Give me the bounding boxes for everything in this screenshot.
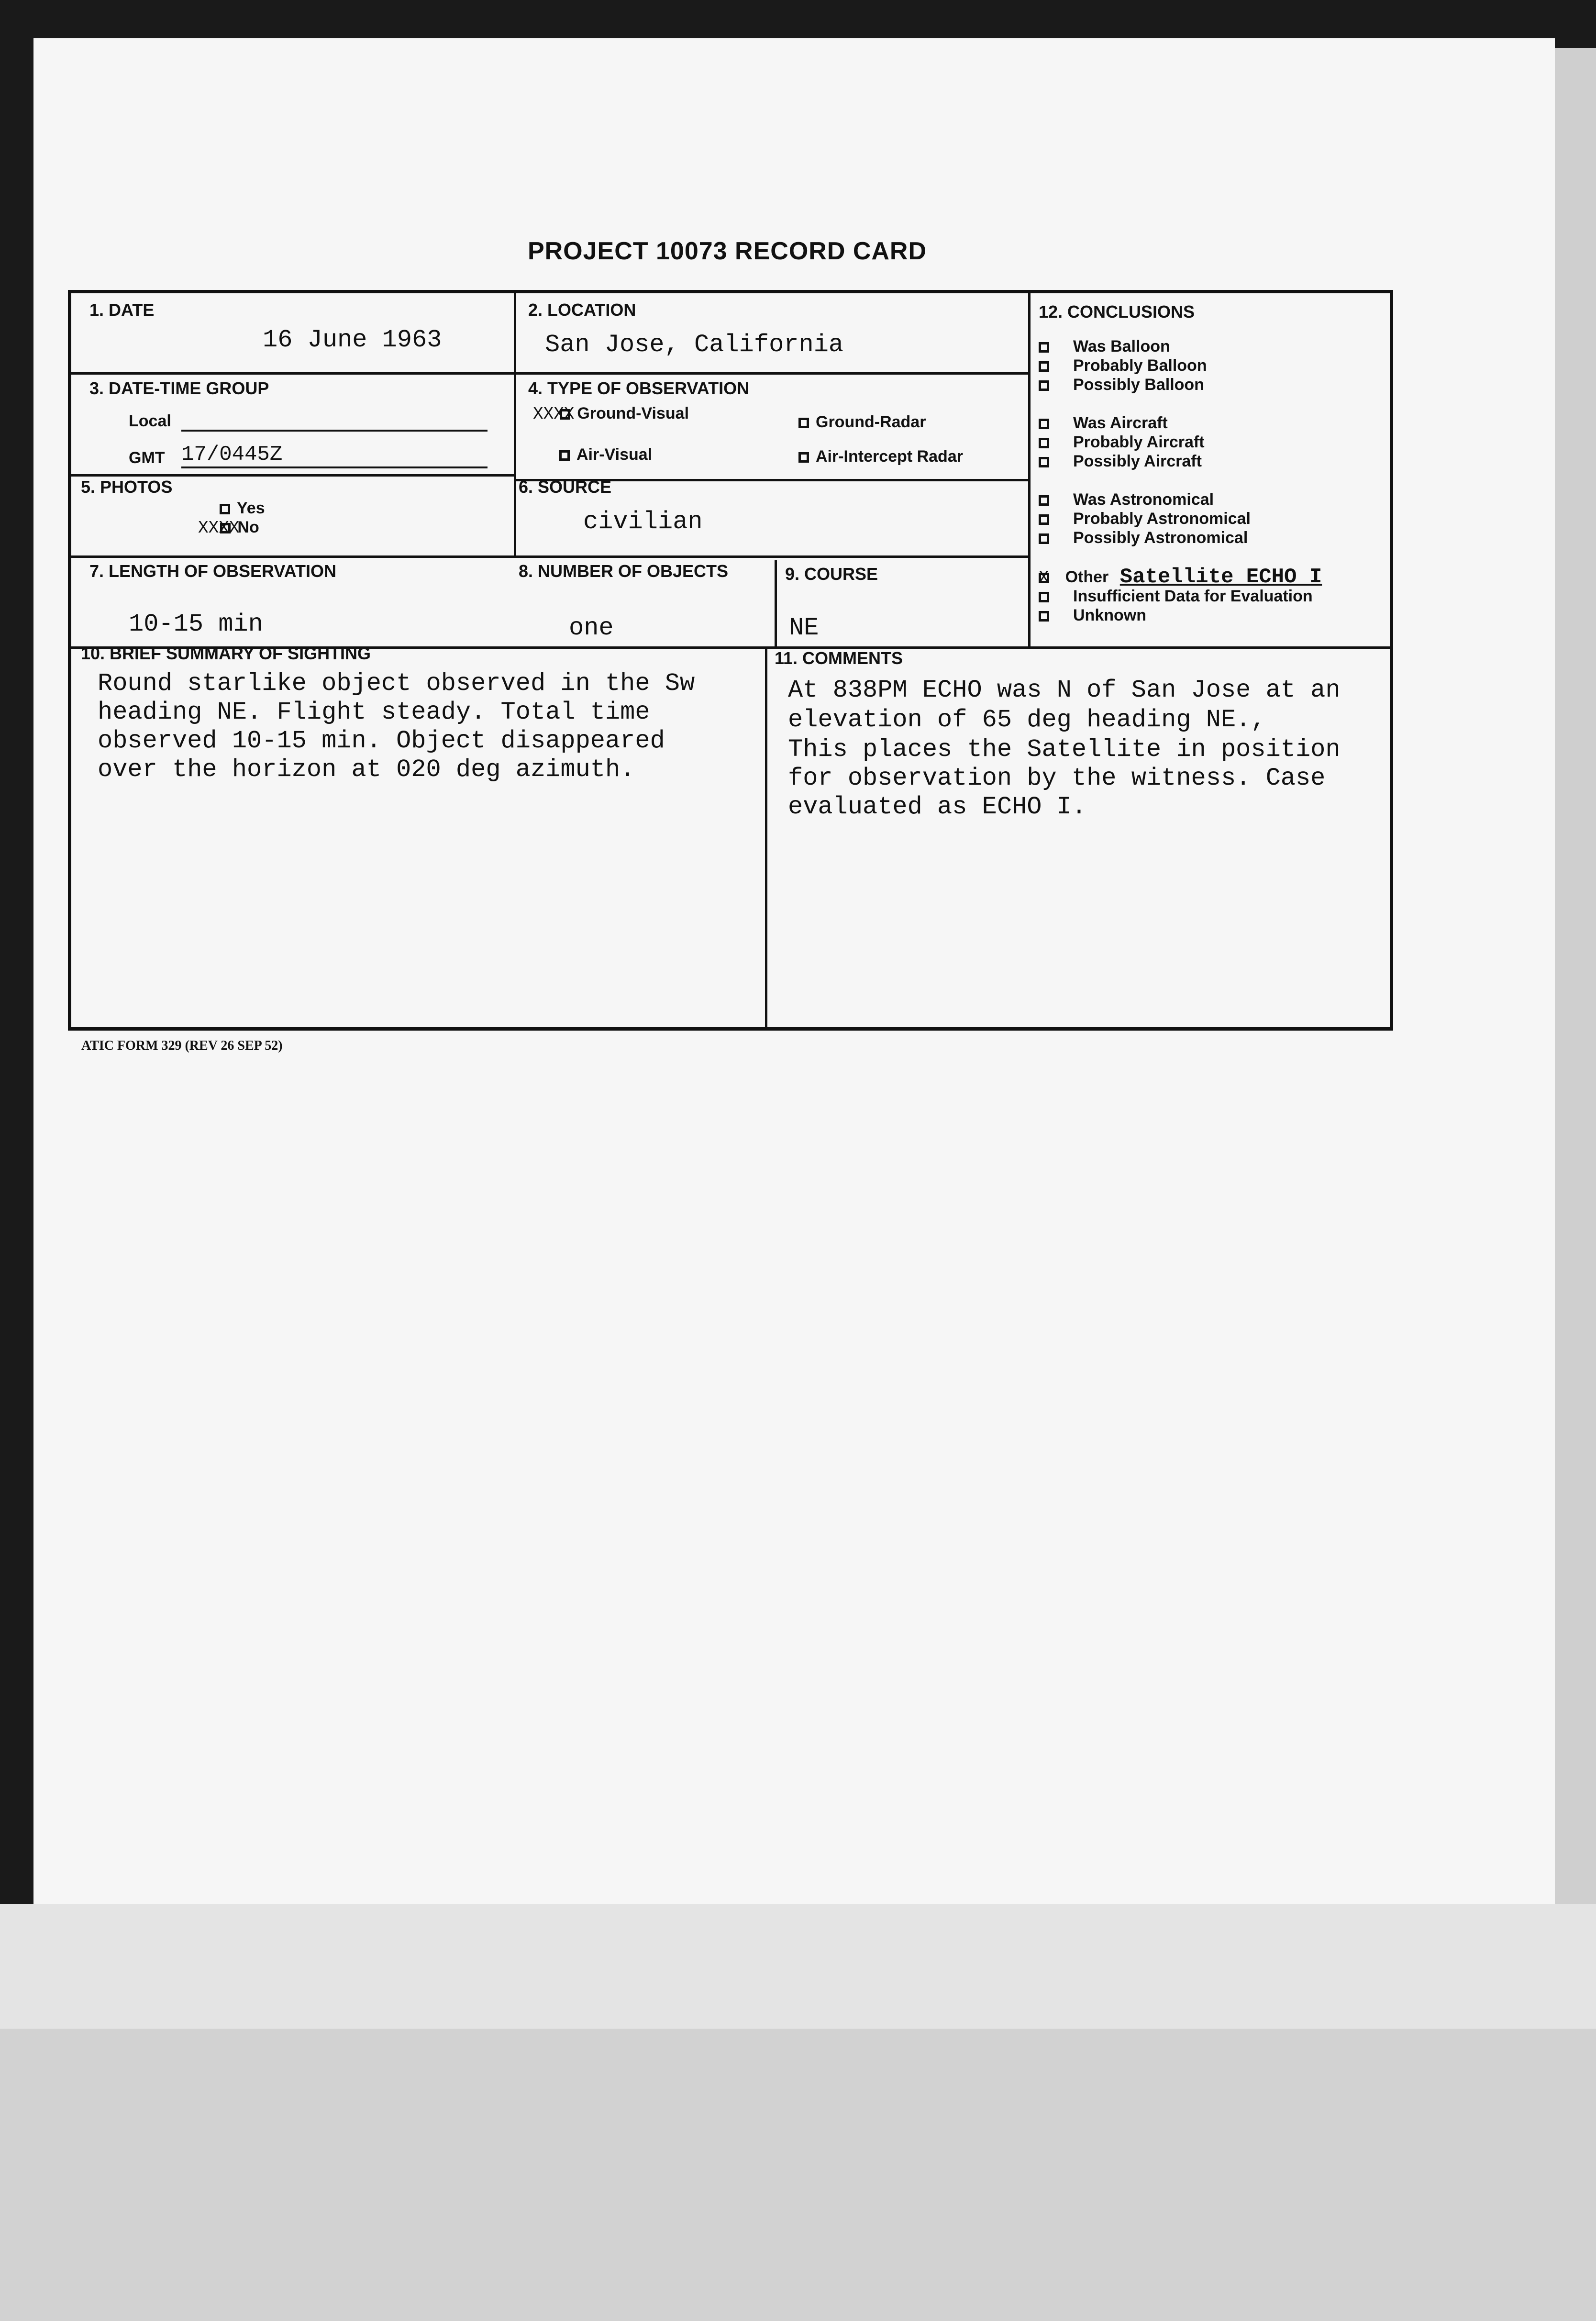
checkbox-icon <box>798 452 809 463</box>
objects-value: one <box>569 614 614 642</box>
comments-line: elevation of 65 deg heading NE., <box>788 706 1266 734</box>
location-value: San Jose, California <box>545 331 844 359</box>
checkbox-icon <box>798 418 809 428</box>
checkbox-icon <box>1039 457 1049 467</box>
lower-strip <box>0 1904 1596 2029</box>
conclusion-item: Unknown <box>1039 606 1146 625</box>
photos-no-marker: XXXX <box>198 518 240 538</box>
date-label: 1. DATE <box>89 300 155 320</box>
conclusion-item: Possibly Astronomical <box>1039 529 1248 547</box>
summary-line: observed 10-15 min. Object disappeared <box>98 727 665 755</box>
record-card <box>68 290 1393 1031</box>
comments-line: evaluated as ECHO I. <box>788 793 1087 821</box>
comments-line: At 838PM ECHO was N of San Jose at an <box>788 676 1341 704</box>
checked-mark: X <box>1039 568 1049 588</box>
checkbox-icon <box>1039 419 1049 429</box>
observation-option-ground-visual: XXXX Ground-Visual <box>533 404 689 424</box>
conclusions-label: 12. CONCLUSIONS <box>1039 302 1195 322</box>
bottom-band <box>0 2029 1596 2321</box>
course-label: 9. COURSE <box>785 564 878 584</box>
observation-option-air-intercept-radar: Air-Intercept Radar <box>798 447 963 466</box>
summary-line: over the horizon at 020 deg azimuth. <box>98 755 635 784</box>
conclusion-item: Possibly Balloon <box>1039 376 1204 394</box>
conclusion-item: Was Aircraft <box>1039 414 1168 433</box>
checkbox-icon <box>220 523 231 533</box>
checkbox-icon <box>1039 533 1049 544</box>
source-label: 6. SOURCE <box>519 477 612 497</box>
comments-line: for observation by the witness. Case <box>788 764 1326 792</box>
checkbox-icon <box>1039 495 1049 506</box>
conclusion-item: Was Astronomical <box>1039 490 1214 509</box>
conclusion-item-other: X Other Satellite ECHO I <box>1039 565 1322 589</box>
checkbox-icon <box>1039 361 1049 372</box>
observation-option-ground-radar: Ground-Radar <box>798 413 926 432</box>
comments-line: This places the Satellite in position <box>788 735 1341 764</box>
form-id: ATIC FORM 329 (REV 26 SEP 52) <box>81 1038 283 1053</box>
summary-label: 10. BRIEF SUMMARY OF SIGHTING <box>81 644 371 663</box>
photos-no: XXXXNo <box>198 518 259 538</box>
conclusion-item: Insufficient Data for Evaluation <box>1039 587 1313 606</box>
film-edge <box>1555 48 1596 1904</box>
conclusion-item: Probably Balloon <box>1039 356 1207 375</box>
course-value: NE <box>789 614 819 642</box>
checkbox-icon <box>560 409 570 420</box>
checkbox-icon <box>220 504 230 514</box>
conclusion-item: Probably Astronomical <box>1039 510 1251 528</box>
checkbox-icon <box>1039 592 1049 602</box>
card-title: PROJECT 10073 RECORD CARD <box>527 237 927 265</box>
checkbox-icon <box>1039 342 1049 353</box>
checkbox-icon <box>559 450 570 461</box>
conclusion-item: Was Balloon <box>1039 337 1170 356</box>
checkbox-icon <box>1039 514 1049 525</box>
length-value: 10-15 min <box>129 610 263 638</box>
observation-option-air-visual: Air-Visual <box>559 445 652 464</box>
summary-line: Round starlike object observed in the Sw <box>98 669 695 698</box>
source-value: civilian <box>583 508 703 536</box>
summary-line: heading NE. Flight steady. Total time <box>98 698 650 726</box>
gmt-label: GMT <box>129 449 165 467</box>
dtg-label: 3. DATE-TIME GROUP <box>89 378 269 398</box>
comments-label: 11. COMMENTS <box>775 648 903 668</box>
checkbox-icon <box>1039 380 1049 391</box>
photos-label: 5. PHOTOS <box>81 477 173 497</box>
checkbox-icon <box>1039 611 1049 622</box>
length-label: 7. LENGTH OF OBSERVATION <box>89 561 337 581</box>
observation-type-label: 4. TYPE OF OBSERVATION <box>528 378 750 398</box>
photos-yes: Yes <box>220 499 265 518</box>
ground-visual-marker: XXXX <box>533 404 575 424</box>
location-label: 2. LOCATION <box>528 300 636 320</box>
conclusion-item: Possibly Aircraft <box>1039 452 1202 471</box>
other-value: Satellite ECHO I <box>1119 565 1322 589</box>
date-value: 16 June 1963 <box>263 326 442 354</box>
gmt-value: 17/0445Z <box>181 443 283 466</box>
objects-label: 8. NUMBER OF OBJECTS <box>519 561 729 581</box>
local-label: Local <box>129 412 171 430</box>
checkbox-icon <box>1039 438 1049 448</box>
conclusion-item: Probably Aircraft <box>1039 433 1205 452</box>
